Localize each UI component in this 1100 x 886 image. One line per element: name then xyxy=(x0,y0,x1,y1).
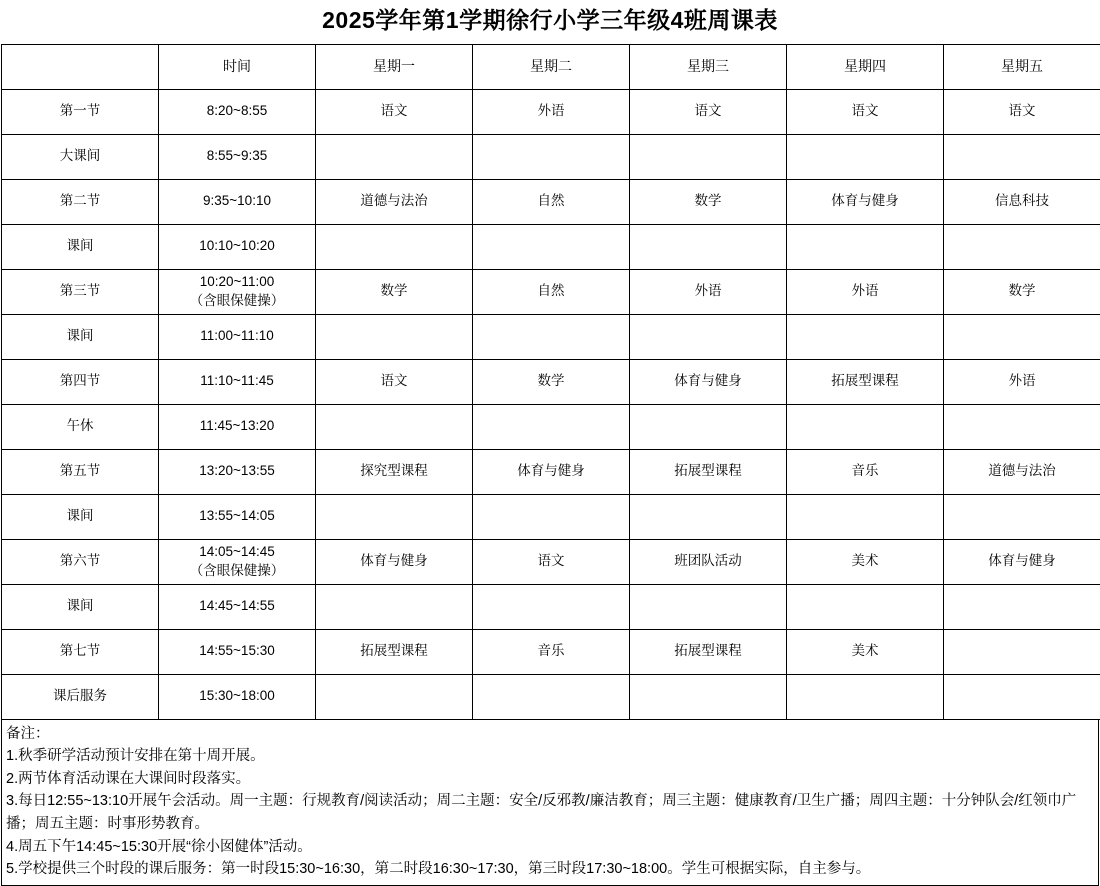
period-cell: 课间 xyxy=(2,314,159,359)
header-corner xyxy=(2,44,159,89)
period-cell: 午休 xyxy=(2,404,159,449)
course-cell xyxy=(944,494,1100,539)
course-cell xyxy=(316,584,473,629)
course-cell: 拓展型课程 xyxy=(630,629,787,674)
course-cell: 拓展型课程 xyxy=(787,359,944,404)
course-cell xyxy=(630,674,787,719)
table-row xyxy=(2,359,1100,404)
course-cell: 数学 xyxy=(630,179,787,224)
course-cell xyxy=(316,404,473,449)
table-row xyxy=(2,539,1100,584)
course-cell: 体育与健身 xyxy=(787,179,944,224)
period-cell: 课间 xyxy=(2,584,159,629)
course-cell xyxy=(787,224,944,269)
course-cell: 拓展型课程 xyxy=(630,449,787,494)
course-cell: 体育与健身 xyxy=(944,539,1100,584)
course-cell xyxy=(944,314,1100,359)
course-cell: 语文 xyxy=(787,89,944,134)
course-cell: 拓展型课程 xyxy=(316,629,473,674)
course-cell: 探究型课程 xyxy=(316,449,473,494)
period-cell: 第四节 xyxy=(2,359,159,404)
notes-heading: 备注： xyxy=(6,723,1094,746)
course-cell: 数学 xyxy=(944,269,1100,314)
course-cell xyxy=(473,494,630,539)
course-cell xyxy=(787,494,944,539)
note-line: 2.两节体育活动课在大课间时段落实。 xyxy=(6,768,1094,791)
period-cell: 第七节 xyxy=(2,629,159,674)
period-cell: 第二节 xyxy=(2,179,159,224)
period-cell: 第三节 xyxy=(2,269,159,314)
note-line: 3.每日12:55~13:10开展午会活动。周一主题：行规教育/阅读活动；周二主题：安全/反邪教/廉洁教育；周三主题：健康教育/卫生广播；周四主题：十分钟队会/红领巾广播；周五主题：时事形势教育。 xyxy=(6,790,1094,835)
time-cell: 8:55~9:35 xyxy=(159,134,316,179)
notes-section xyxy=(1,720,1099,886)
course-cell xyxy=(473,134,630,179)
course-cell xyxy=(630,584,787,629)
table-row xyxy=(2,449,1100,494)
course-cell: 数学 xyxy=(316,269,473,314)
course-cell: 音乐 xyxy=(787,449,944,494)
table-row xyxy=(2,494,1100,539)
course-cell xyxy=(630,494,787,539)
header-tuesday: 星期二 xyxy=(473,44,630,89)
time-cell xyxy=(159,539,316,584)
course-cell: 外语 xyxy=(944,359,1100,404)
table-row xyxy=(2,269,1100,314)
course-cell xyxy=(944,629,1100,674)
time-cell: 11:10~11:45 xyxy=(159,359,316,404)
time-cell: 14:45~14:55 xyxy=(159,584,316,629)
course-cell: 外语 xyxy=(630,269,787,314)
course-cell xyxy=(630,314,787,359)
header-monday: 星期一 xyxy=(316,44,473,89)
course-cell xyxy=(787,314,944,359)
course-cell: 信息科技 xyxy=(944,179,1100,224)
period-cell: 课间 xyxy=(2,224,159,269)
course-cell xyxy=(944,404,1100,449)
time-cell: 15:30~18:00 xyxy=(159,674,316,719)
header-friday: 星期五 xyxy=(944,44,1100,89)
note-line: 5.学校提供三个时段的课后服务：第一时段15:30~16:30，第二时段16:30~17:30，第三时段17:30~18:00。学生可根据实际，自主参与。 xyxy=(6,858,1094,881)
course-cell xyxy=(316,134,473,179)
table-row xyxy=(2,134,1100,179)
course-cell: 道德与法治 xyxy=(316,179,473,224)
course-cell xyxy=(944,224,1100,269)
table-row xyxy=(2,179,1100,224)
course-cell: 音乐 xyxy=(473,629,630,674)
period-cell: 课间 xyxy=(2,494,159,539)
course-cell: 道德与法治 xyxy=(944,449,1100,494)
schedule-body xyxy=(2,89,1100,719)
course-cell: 体育与健身 xyxy=(630,359,787,404)
course-cell: 自然 xyxy=(473,179,630,224)
course-cell xyxy=(316,224,473,269)
course-cell xyxy=(473,584,630,629)
course-cell: 美术 xyxy=(787,629,944,674)
note-line: 1.秋季研学活动预计安排在第十周开展。 xyxy=(6,745,1094,768)
course-cell xyxy=(473,224,630,269)
course-cell xyxy=(944,674,1100,719)
period-cell: 课后服务 xyxy=(2,674,159,719)
course-cell: 数学 xyxy=(473,359,630,404)
course-cell: 语文 xyxy=(316,89,473,134)
time-note-text: （含眼保健操） xyxy=(159,562,315,580)
table-row xyxy=(2,674,1100,719)
course-cell: 班团队活动 xyxy=(630,539,787,584)
course-cell: 体育与健身 xyxy=(473,449,630,494)
table-row xyxy=(2,629,1100,674)
time-note-text: （含眼保健操） xyxy=(159,292,315,310)
time-cell: 10:10~10:20 xyxy=(159,224,316,269)
time-cell: 11:00~11:10 xyxy=(159,314,316,359)
course-cell xyxy=(316,314,473,359)
course-cell xyxy=(787,404,944,449)
period-cell: 第六节 xyxy=(2,539,159,584)
period-cell: 第一节 xyxy=(2,89,159,134)
course-cell: 语文 xyxy=(473,539,630,584)
course-cell xyxy=(473,674,630,719)
period-cell: 第五节 xyxy=(2,449,159,494)
course-cell: 体育与健身 xyxy=(316,539,473,584)
course-cell xyxy=(316,494,473,539)
course-cell xyxy=(630,404,787,449)
course-cell xyxy=(787,674,944,719)
table-row xyxy=(2,89,1100,134)
table-row xyxy=(2,314,1100,359)
course-cell xyxy=(787,584,944,629)
course-cell xyxy=(787,134,944,179)
course-cell: 语文 xyxy=(316,359,473,404)
time-cell: 13:20~13:55 xyxy=(159,449,316,494)
course-cell: 外语 xyxy=(787,269,944,314)
note-line: 4.周五下午14:45~15:30开展“徐小囡健体”活动。 xyxy=(6,836,1094,859)
course-cell xyxy=(630,224,787,269)
time-cell: 9:35~10:10 xyxy=(159,179,316,224)
course-cell: 自然 xyxy=(473,269,630,314)
header-wednesday: 星期三 xyxy=(630,44,787,89)
table-header-row xyxy=(2,44,1100,89)
course-cell xyxy=(944,134,1100,179)
time-cell: 13:55~14:05 xyxy=(159,494,316,539)
course-cell xyxy=(316,674,473,719)
course-cell: 语文 xyxy=(944,89,1100,134)
time-text: 10:20~11:00 xyxy=(159,273,315,291)
header-time: 时间 xyxy=(159,44,316,89)
course-cell xyxy=(630,134,787,179)
time-cell: 8:20~8:55 xyxy=(159,89,316,134)
course-cell xyxy=(473,404,630,449)
time-cell xyxy=(159,269,316,314)
table-row xyxy=(2,584,1100,629)
time-cell: 14:55~15:30 xyxy=(159,629,316,674)
table-row xyxy=(2,404,1100,449)
course-cell xyxy=(944,584,1100,629)
course-cell: 美术 xyxy=(787,539,944,584)
page-title: 2025学年第1学期徐行小学三年级4班周课表 xyxy=(0,0,1100,44)
header-thursday: 星期四 xyxy=(787,44,944,89)
course-cell: 外语 xyxy=(473,89,630,134)
course-cell xyxy=(473,314,630,359)
weekly-schedule-table xyxy=(1,44,1100,720)
table-row xyxy=(2,224,1100,269)
period-cell: 大课间 xyxy=(2,134,159,179)
course-cell: 语文 xyxy=(630,89,787,134)
time-cell: 11:45~13:20 xyxy=(159,404,316,449)
time-text: 14:05~14:45 xyxy=(159,543,315,561)
